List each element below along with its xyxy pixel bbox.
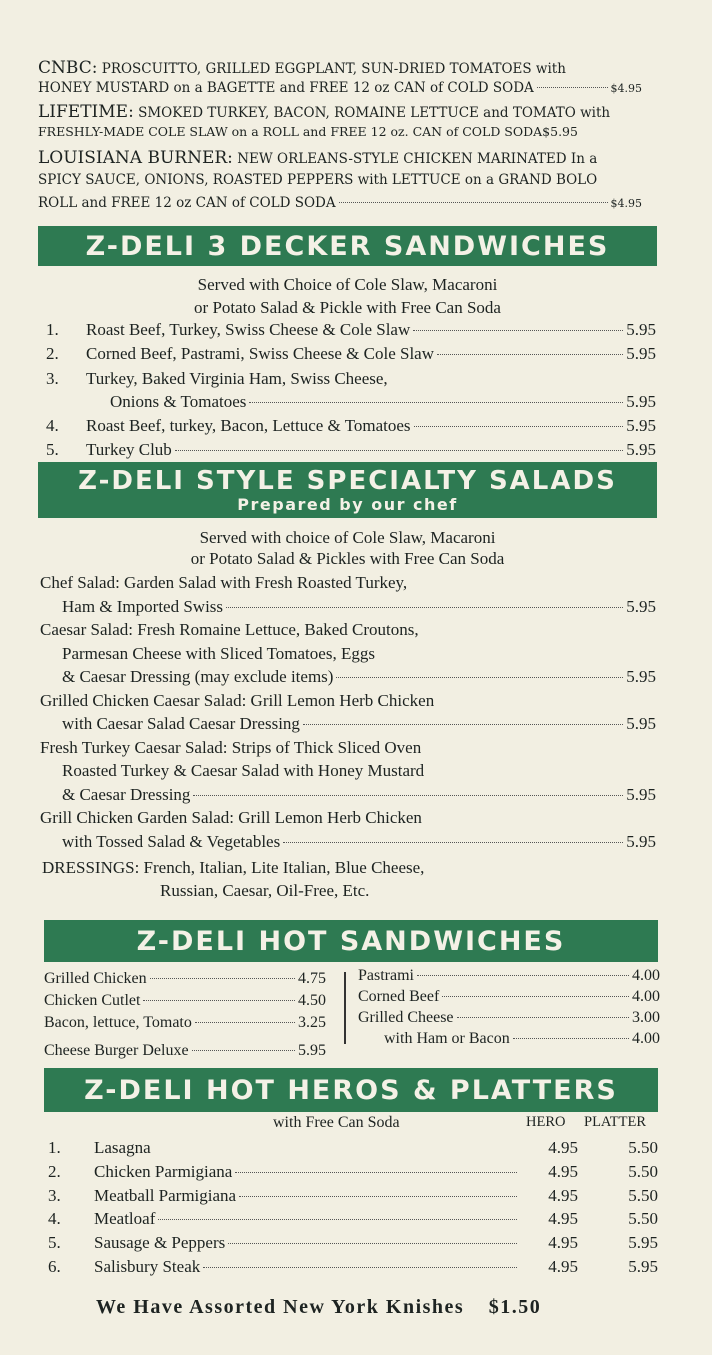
- list-item: [46, 369, 656, 392]
- hero-price: 4.95: [548, 1186, 578, 1205]
- item-desc: NEW ORLEANS-STYLE CHICKEN MARINATED In a: [237, 151, 598, 167]
- platter-price: 5.50: [628, 1162, 658, 1181]
- item-name: Turkey, Baked Virginia Ham, Swiss Cheese,: [86, 369, 388, 388]
- item-number: 2.: [48, 1162, 61, 1181]
- leader-dots: [192, 1050, 295, 1051]
- item-name: Corned Beef, Pastrami, Swiss Cheese & Cole Slaw: [86, 344, 434, 363]
- list-item: [358, 967, 660, 988]
- leader-dots: [239, 1196, 517, 1197]
- leader-dots: [537, 87, 608, 88]
- leader-dots: [175, 450, 623, 451]
- section-banner-hot: [44, 920, 658, 962]
- note-line: or Potato Salad & Pickle with Free Can Soda: [194, 298, 501, 317]
- section-title: Z-DELI HOT HEROS & PLATTERS: [84, 1074, 618, 1106]
- platter-price: 5.95: [628, 1233, 658, 1252]
- platter-price: 5.50: [628, 1186, 658, 1205]
- dressings-line: Russian, Caesar, Oil-Free, Etc.: [160, 881, 370, 900]
- item-number: 2.: [46, 344, 59, 363]
- item-line: Caesar Salad: Fresh Romaine Lettuce, Baked Croutons,: [40, 620, 419, 639]
- item-name: Chicken Cutlet: [44, 992, 141, 1009]
- leader-dots: [203, 1267, 517, 1268]
- footer-price: $1.50: [488, 1296, 542, 1318]
- item-name: LIFETIME:: [38, 102, 134, 122]
- leader-dots: [442, 996, 629, 997]
- item-name-cell: [94, 1233, 520, 1253]
- item-desc: SPICY SAUCE, ONIONS, ROASTED PEPPERS with LETTUCE on a GRAND BOLO: [38, 172, 598, 188]
- leader-dots: [283, 842, 623, 843]
- list-item: [40, 736, 656, 807]
- item-line: with Tossed Salad & Vegetables: [62, 831, 281, 851]
- item-name: Grilled Cheese: [358, 1009, 454, 1026]
- item-line: Grill Chicken Garden Salad: Grill Lemon Herb Chicken: [40, 808, 422, 827]
- leader-dots: [195, 1022, 295, 1023]
- item-price: 4.50: [298, 992, 326, 1009]
- item-desc: PROSCUITTO, GRILLED EGGPLANT, SUN-DRIED TOMATOES with: [101, 61, 566, 77]
- item-number: 5.: [46, 440, 59, 459]
- item-name: Pastrami: [358, 967, 414, 984]
- hero-price: 4.95: [548, 1257, 578, 1276]
- top-item-lifetime: [38, 102, 642, 146]
- item-price: 5.95: [626, 714, 656, 733]
- item-number: 4.: [46, 416, 59, 435]
- leader-dots: [228, 1243, 517, 1244]
- leader-dots: [235, 1172, 517, 1173]
- item-name-cell: [94, 1257, 520, 1277]
- section-banner-heros: [44, 1068, 658, 1112]
- note-line: Served with Choice of Cole Slaw, Macaroni: [197, 275, 498, 294]
- hot-list-left: [44, 970, 326, 1066]
- list-item: [46, 440, 656, 464]
- footer-text: We Have Assorted New York Knishes: [96, 1296, 465, 1318]
- item-price: 3.25: [298, 1014, 326, 1031]
- item-name: Lasagna: [94, 1138, 151, 1157]
- list-item: [46, 344, 656, 369]
- item-name: Corned Beef: [358, 988, 440, 1005]
- item-desc: ROLL and FREE 12 oz CAN of COLD SODA: [38, 195, 336, 211]
- platter-price: 5.50: [628, 1209, 658, 1228]
- list-item: [40, 806, 656, 853]
- column-header-platter: PLATTER: [584, 1114, 647, 1130]
- list-item: [44, 1038, 326, 1066]
- leader-dots: [150, 978, 295, 979]
- hero-price: 4.95: [548, 1162, 578, 1181]
- section-title: Z-DELI HOT SANDWICHES: [136, 925, 566, 957]
- item-number: 1.: [46, 320, 59, 339]
- leader-dots: [414, 426, 624, 427]
- list-item: [40, 689, 656, 736]
- item-price: 4.00: [632, 988, 660, 1005]
- hero-price: 4.95: [548, 1233, 578, 1252]
- item-name: Grilled Chicken: [44, 970, 147, 987]
- item-name-cell: [94, 1186, 520, 1206]
- leader-dots: [417, 975, 629, 976]
- item-price: 5.95: [626, 392, 656, 411]
- leader-dots: [143, 1000, 295, 1001]
- list-item: [358, 988, 660, 1009]
- leader-dots: [339, 202, 608, 203]
- leader-dots: [457, 1017, 629, 1018]
- hot-divider: [344, 972, 346, 1044]
- item-name: LOUISIANA BURNER:: [38, 148, 233, 168]
- section-banner-salads: [38, 462, 657, 518]
- item-number: 4.: [48, 1209, 61, 1228]
- list-item: [40, 618, 656, 689]
- list-item: [44, 970, 326, 992]
- section-banner-decker: [38, 226, 657, 266]
- item-line: Chef Salad: Garden Salad with Fresh Roasted Turkey,: [40, 573, 408, 592]
- item-line: Parmesan Cheese with Sliced Tomatoes, Eggs: [62, 643, 375, 663]
- leader-dots: [158, 1219, 517, 1220]
- item-price: 5.95: [626, 596, 656, 616]
- leader-dots: [303, 724, 623, 725]
- dressings: [42, 856, 658, 902]
- leader-dots: [193, 795, 623, 796]
- heros-note: with Free Can Soda: [273, 1114, 400, 1131]
- top-item-cnbc: [38, 58, 642, 102]
- list-item: [358, 1030, 660, 1051]
- item-name: Turkey Club: [86, 440, 172, 459]
- item-price: 5.95: [626, 667, 656, 686]
- item-number: 5.: [48, 1233, 61, 1252]
- hot-list-right: [358, 967, 660, 1051]
- salads-list: [40, 571, 656, 853]
- item-name: Cheese Burger Deluxe: [44, 1042, 189, 1059]
- list-item: [44, 992, 326, 1014]
- platter-price: 5.50: [628, 1138, 658, 1157]
- item-line: with Caesar Salad Caesar Dressing: [62, 714, 300, 733]
- section-title: Z-DELI STYLE SPECIALTY SALADS: [78, 466, 617, 496]
- item-desc: FRESHLY-MADE COLE SLAW on a ROLL and FREE 12 oz. CAN of COLD SODA: [38, 124, 543, 139]
- item-name-cell: [94, 1162, 520, 1182]
- item-price: 4.00: [632, 1030, 660, 1047]
- item-name: Meatloaf: [94, 1209, 156, 1228]
- leader-dots: [437, 354, 623, 355]
- list-item-cont: [46, 392, 656, 416]
- item-name: Roast Beef, Turkey, Swiss Cheese & Cole Slaw: [86, 320, 411, 339]
- item-name: Roast Beef, turkey, Bacon, Lettuce & Tomatoes: [86, 416, 411, 435]
- item-price: 4.75: [298, 970, 326, 987]
- item-name: Meatball Parmigiana: [94, 1186, 237, 1205]
- leader-dots: [226, 607, 623, 608]
- dressings-line: DRESSINGS: French, Italian, Lite Italian, Blue Cheese,: [42, 858, 425, 877]
- item-desc: SMOKED TURKEY, BACON, ROMAINE LETTUCE and TOMATO with: [138, 105, 611, 121]
- platter-price: 5.95: [628, 1257, 658, 1276]
- leader-dots: [336, 677, 623, 678]
- footer: [96, 1296, 656, 1319]
- item-name: Bacon, lettuce, Tomato: [44, 1014, 192, 1031]
- heros-header: [44, 1114, 660, 1136]
- leader-dots: [513, 1038, 629, 1039]
- item-number: 3.: [48, 1186, 61, 1205]
- list-item: [46, 320, 656, 344]
- item-line: Fresh Turkey Caesar Salad: Strips of Thick Sliced Oven: [40, 737, 422, 757]
- item-name: with Ham or Bacon: [384, 1030, 510, 1047]
- item-price: 5.95: [626, 416, 656, 435]
- top-item-louisiana-burner: [38, 148, 642, 217]
- decker-note: [38, 273, 657, 319]
- column-header-hero: HERO: [526, 1114, 566, 1130]
- item-price: $4.95: [610, 82, 642, 95]
- item-name: Onions & Tomatoes: [110, 392, 247, 411]
- note-line: Served with choice of Cole Slaw, Macaroni: [199, 528, 496, 547]
- item-line: & Caesar Dressing: [62, 784, 191, 804]
- hero-price: 4.95: [548, 1138, 578, 1157]
- item-number: 6.: [48, 1257, 61, 1276]
- item-name: CNBC:: [38, 58, 98, 78]
- item-line: Ham & Imported Swiss: [62, 596, 224, 616]
- note-line: or Potato Salad & Pickles with Free Can Soda: [190, 549, 505, 568]
- item-name: Chicken Parmigiana: [94, 1162, 233, 1181]
- item-line: Roasted Turkey & Caesar Salad with Honey Mustard: [62, 761, 425, 780]
- leader-dots: [249, 402, 623, 403]
- item-number: 1.: [48, 1138, 61, 1157]
- hero-price: 4.95: [548, 1209, 578, 1228]
- item-line: & Caesar Dressing (may exclude items): [62, 667, 334, 686]
- item-price: 5.95: [626, 831, 656, 851]
- list-item: [40, 571, 656, 618]
- item-name: Sausage & Peppers: [94, 1233, 226, 1252]
- leader-dots: [413, 330, 623, 331]
- item-price: $4.95: [610, 197, 642, 210]
- item-name: Salisbury Steak: [94, 1257, 201, 1276]
- decker-list: [46, 320, 656, 464]
- item-price: 5.95: [298, 1042, 326, 1059]
- item-price: 4.00: [632, 967, 660, 984]
- list-item: [44, 1014, 326, 1038]
- item-price: 5.95: [626, 344, 656, 363]
- salads-note: [38, 527, 657, 569]
- list-item: [358, 1009, 660, 1030]
- item-desc: HONEY MUSTARD on a BAGETTE and FREE 12 oz CAN of COLD SODA: [38, 80, 534, 96]
- item-number: 3.: [46, 369, 59, 388]
- item-name-cell: [94, 1209, 520, 1229]
- section-title: Z-DELI 3 DECKER SANDWICHES: [85, 230, 610, 262]
- item-price: 5.95: [626, 320, 656, 339]
- item-price: 5.95: [626, 784, 656, 804]
- item-price: 3.00: [632, 1009, 660, 1026]
- list-item: [46, 416, 656, 440]
- item-line: Grilled Chicken Caesar Salad: Grill Lemon Herb Chicken: [40, 690, 435, 710]
- section-subtitle: Prepared by our chef: [237, 495, 458, 514]
- item-price: $5.95: [542, 124, 578, 139]
- item-price: 5.95: [626, 440, 656, 459]
